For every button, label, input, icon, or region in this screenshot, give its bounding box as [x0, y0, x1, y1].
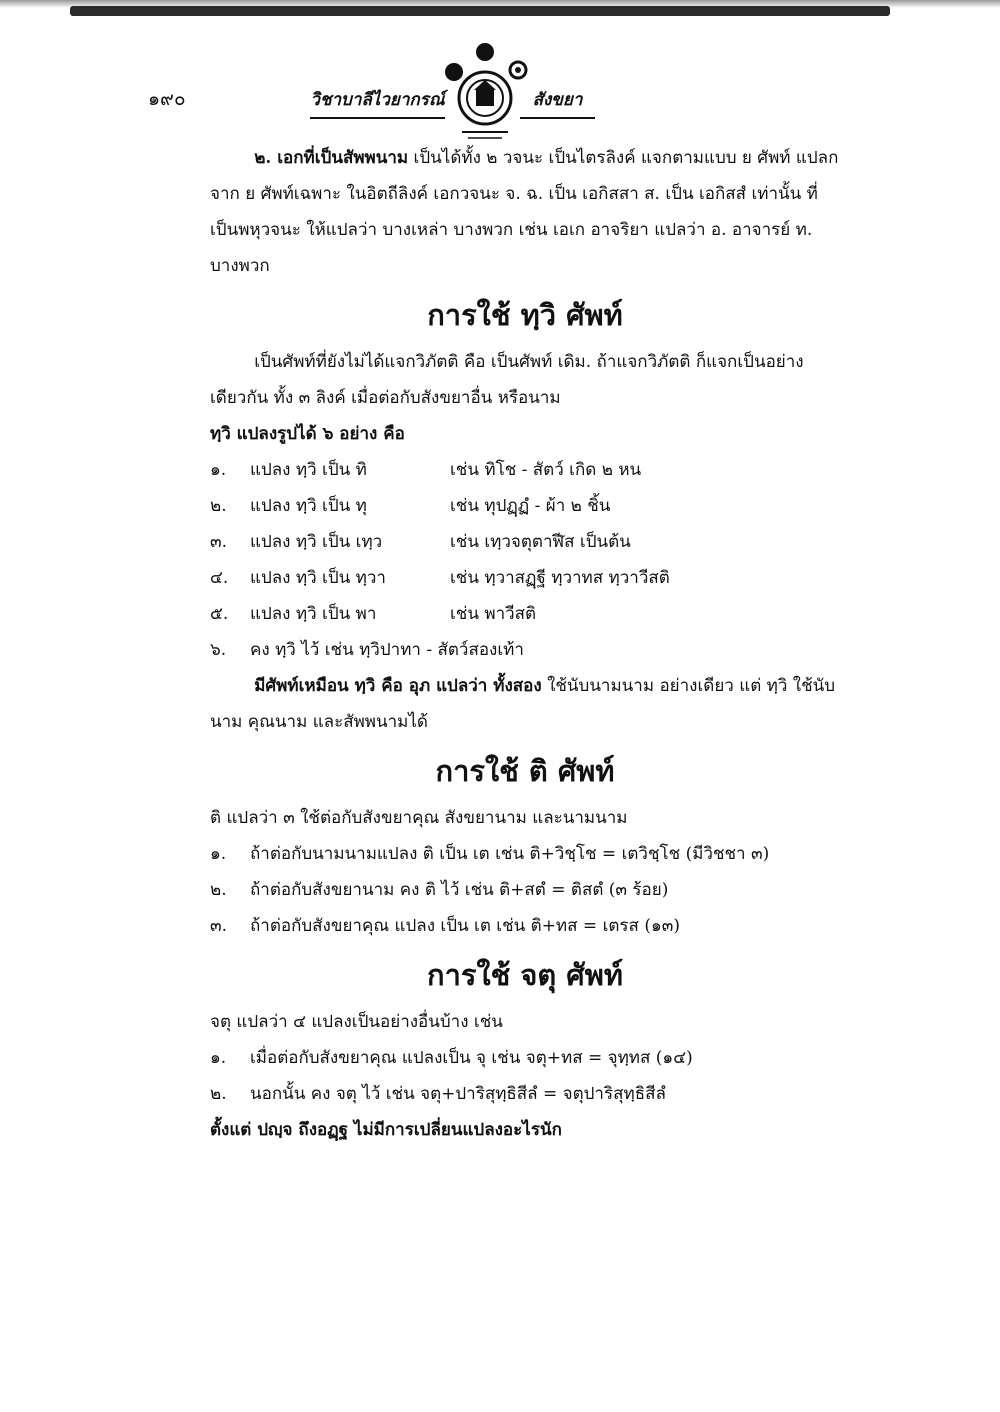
- item-rule: แปลง ทฺวิ เป็น ทุ: [250, 496, 367, 516]
- item-example: เช่น ทุปฏฺฏํ - ผ้า ๒ ชิ้น: [450, 496, 611, 516]
- catu-list: [210, 1040, 840, 1112]
- item-example: เช่น ทฺวาสฏฺฐี ทฺวาทส ทฺวาวีสติ: [450, 568, 670, 588]
- dvi-note-rest: ใช้นับนามนาม อย่างเดียว แต่ ทฺวิ ใช้นับนาม คุณนาม และสัพพนามได้: [210, 676, 836, 732]
- list-item: [210, 632, 840, 668]
- list-item: [210, 560, 840, 596]
- heading-catu: การใช้ จตุ ศัพท์: [427, 958, 623, 992]
- intro-paragraph: [210, 140, 840, 284]
- dvi-rule-list: [210, 452, 840, 668]
- list-item: [210, 596, 840, 632]
- series-title: วิชาบาลีไวยากรณ์: [310, 86, 445, 119]
- item-number: ๕.: [210, 604, 229, 624]
- dvi-subheading: ทฺวิ แปลงรูปได้ ๖ อย่าง คือ: [210, 424, 405, 444]
- page-header: [0, 40, 1000, 140]
- item-rule: แปลง ทฺวิ เป็น ทิ: [250, 460, 367, 480]
- item-number: ๒.: [210, 880, 227, 900]
- item-example: เช่น เทฺวจตุตาฬีส เป็นต้น: [450, 532, 631, 552]
- item-number: ๑.: [210, 1048, 227, 1068]
- item-number: ๖.: [210, 640, 227, 660]
- item-example: เช่น พาวีสติ: [450, 604, 537, 624]
- catu-closing: ตั้งแต่ ปญฺจ ถึงอฏฺฐ ไม่มีการเปลี่ยนแปลงอะไรนัก: [210, 1120, 562, 1140]
- subject-title: สังขยา: [520, 86, 595, 119]
- item-number: ๒.: [210, 1084, 227, 1104]
- item-number: ๓.: [210, 916, 228, 936]
- list-item: [210, 524, 840, 560]
- intro-label: ๒. เอกที่เป็นสัพพนาม: [254, 148, 409, 168]
- list-item: [210, 872, 840, 908]
- page-content: [210, 140, 840, 1148]
- item-number: ๔.: [210, 568, 229, 588]
- dvi-paragraph: เป็นศัพท์ที่ยังไม่ได้แจกวิภัตติ คือ เป็นศัพท์ เดิม. ถ้าแจกวิภัตติ ก็แจกเป็นอย่างเดียวกัน ทั้ง ๓ ลิงค์ เมื่อต่อกับสังขยาอื่น หรือนาม: [210, 352, 804, 408]
- item-example: เช่น ทิโช - สัตว์ เกิด ๒ หน: [450, 460, 642, 480]
- list-item: [210, 452, 840, 488]
- ti-list: [210, 836, 840, 944]
- heading-ti: การใช้ ติ ศัพท์: [435, 754, 615, 788]
- item-rule: คง ทฺวิ ไว้ เช่น ทฺวิปาทา - สัตว์สองเท้า: [250, 640, 524, 660]
- dvi-note-bold: มีศัพท์เหมือน ทฺวิ คือ อุภ แปลว่า ทั้งสอง: [254, 676, 542, 696]
- item-text: เมื่อต่อกับสังขยาคุณ แปลงเป็น จุ เช่น จตุ+ทส = จุทฺทส (๑๔): [250, 1048, 693, 1068]
- item-rule: แปลง ทฺวิ เป็น เทฺว: [250, 532, 383, 552]
- item-number: ๑.: [210, 460, 227, 480]
- item-number: ๑.: [210, 844, 227, 864]
- catu-intro: จตุ แปลว่า ๔ แปลงเป็นอย่างอื่นบ้าง เช่น: [210, 1012, 503, 1032]
- emblem-icon: [440, 40, 530, 140]
- list-item: [210, 836, 840, 872]
- item-rule: แปลง ทฺวิ เป็น ทฺวา: [250, 568, 386, 588]
- dvi-note: [210, 668, 840, 740]
- item-text: ถ้าต่อกับนามนามแปลง ติ เป็น เต เช่น ติ+วิชฺโช = เตวิชฺโช (มีวิชชา ๓): [250, 844, 770, 864]
- list-item: [210, 488, 840, 524]
- item-number: ๓.: [210, 532, 228, 552]
- list-item: [210, 1040, 840, 1076]
- item-rule: แปลง ทฺวิ เป็น พา: [250, 604, 377, 624]
- item-text: นอกนั้น คง จตุ ไว้ เช่น จตุ+ปาริสุทฺธิสีลํ = จตุปาริสุทฺธิสีลํ: [250, 1084, 666, 1104]
- item-text: ถ้าต่อกับสังขยานาม คง ติ ไว้ เช่น ติ+สตํ = ติสตํ (๓ ร้อย): [250, 880, 669, 900]
- heading-dvi: การใช้ ทฺวิ ศัพท์: [427, 298, 623, 332]
- page-number: ๑๙๐: [148, 88, 186, 110]
- list-item: [210, 1076, 840, 1112]
- item-text: ถ้าต่อกับสังขยาคุณ แปลง เป็น เต เช่น ติ+ทส = เตรส (๑๓): [250, 916, 681, 936]
- ti-intro: ติ แปลว่า ๓ ใช้ต่อกับสังขยาคุณ สังขยานาม และนามนาม: [210, 808, 628, 828]
- item-number: ๒.: [210, 496, 227, 516]
- top-rule: [70, 6, 890, 16]
- intro-text: เป็นได้ทั้ง ๒ วจนะ เป็นไตรลิงค์ แจกตามแบบ ย ศัพท์ แปลกจาก ย ศัพท์เฉพาะ ในอิตถีลิงค์ เอกวจนะ จ. ฉ. เป็น เอกิสสา ส. เป็น เอกิสสํ เท่านั้น ที่เป็นพหุวจนะ ให้แปลว่า บางเหล่า บางพวก เช่น เอเก อาจริยา แปลว่า อ. อาจารย์ ท. บางพวก: [210, 148, 839, 276]
- list-item: [210, 908, 840, 944]
